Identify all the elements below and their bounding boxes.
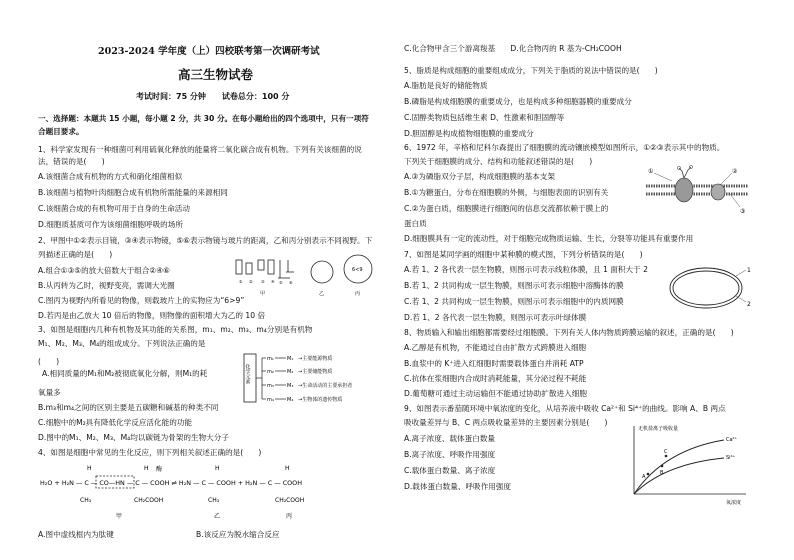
answer-option: C.载体蛋白数量、离子浓度 — [404, 466, 496, 475]
monomer-label: m₃ — [267, 383, 274, 389]
point-a — [647, 473, 650, 476]
function-label: →主要能源物质 — [298, 356, 333, 362]
answer-option: D.若 1、2 各代表一层生物膜，则图示可表示叶绿体膜 — [404, 313, 587, 322]
side-chain-label: CH₂COOH — [275, 497, 305, 504]
microscope-label: ③ — [261, 279, 265, 284]
reaction-figure — [38, 458, 390, 526]
section-intro-cont: 合题目要求。 — [38, 127, 84, 136]
question-line: 4、如图是细胞中常见的生化反应，则下列相关叙述正确的是( ) — [38, 448, 262, 457]
monomer-label: m₂ — [267, 369, 274, 375]
answer-option: A.乙醇是有机物，不能通过自由扩散方式跨膜进入细胞 — [404, 343, 587, 352]
answer-option: C.该细菌合成的有机物可用于自身的生命活动 — [38, 204, 190, 213]
function-label: →生物体的遗传物质 — [298, 397, 343, 403]
answer-option: B.①为糖蛋白，分布在细胞膜的外侧，与细胞表面的识别有关 — [404, 188, 609, 197]
membrane-label: ③ — [740, 208, 746, 215]
membrane-layer-label: 2 — [747, 301, 751, 308]
element-box-text: 化学元素 — [244, 364, 251, 384]
answer-option: D.载体蛋白数量、呼吸作用强度 — [404, 482, 511, 491]
answer-option-cont: 蛋白质 — [404, 219, 427, 228]
question-line: ( ) — [38, 357, 60, 366]
side-chain-label: CH₃ — [208, 497, 220, 504]
membrane-label: ② — [732, 168, 738, 175]
answer-option: D.图中的M₁、M₂、M₃、M₄均以碳链为骨架的生物大分子 — [38, 433, 229, 442]
answer-option-cont: 氧量多 — [38, 388, 61, 397]
question-line: 1、科学家发现有一种细菌可利用硫氧化释放的能量将二氧化碳合成有机物。下列有关该细菌的说 — [38, 145, 362, 154]
double-membrane-figure — [666, 262, 756, 312]
monomer-label: m₄ — [267, 397, 274, 403]
microscope-label: ① — [239, 279, 243, 284]
figure-caption: 乙 — [319, 291, 325, 297]
question-line: 列描述正确的是( ) — [38, 250, 113, 259]
answer-option: A.③为磷脂双分子层，构成细胞膜的基本支架 — [404, 172, 555, 181]
question-line: 6、1972 年，辛格和尼科尔森提出了细胞膜的流动镶嵌模型如图所示，①②③表示其中的物质。 — [404, 143, 725, 152]
answer-option: B.磷脂是构成细胞膜的重要成分，也是构成多种细胞器膜的重要成分 — [404, 97, 632, 106]
answer-option: A.脂肪是良好的储能物质 — [404, 81, 488, 90]
answer-option: A.该细菌合成有机物的方式和硝化细菌相似 — [38, 172, 183, 181]
question-line: 2、甲图中①②表示目镜，③④表示物镜，⑤⑥表示物镜与玻片的距离，乙和丙分别表示不同视野。下 — [38, 236, 373, 245]
macromolecule-label: M₃ — [287, 383, 294, 389]
organics-diagram — [242, 350, 392, 406]
x-axis-label: 氧浓度 — [726, 500, 742, 506]
function-label: →生命活动的主要承担者 — [298, 383, 353, 389]
answer-option: A.离子浓度、载体蛋白数量 — [404, 434, 496, 443]
atom-label: H — [144, 465, 149, 472]
answer-option: B.m₃和m₄之间的区别主要是五碳糖和碱基的种类不同 — [38, 403, 219, 412]
reaction-equation: H₂O + H₂N — C — CO—HN — C — COOH ⇌ H₂N — C — COOH + H₂N — C — COOH — [40, 479, 303, 487]
atom-label: H — [87, 465, 92, 472]
side-chain-label: CH₃ — [80, 497, 92, 504]
question-line: 下列关于细胞膜的成分、结构和功能叙述错误的是( ) — [404, 157, 593, 166]
answer-option: B.该细菌与植物叶肉细胞合成有机物所需能量的来源相同 — [38, 188, 228, 197]
microscope-label: ② — [249, 279, 253, 284]
figure-caption: 丙 — [286, 513, 293, 520]
y-axis-label: 无机盐离子吸收量 — [638, 426, 679, 432]
answer-option: C.②为蛋白质，细胞膜进行细胞间的信息交流都依赖于膜上的 — [404, 204, 609, 213]
answer-option: D.胆固醇是构成植物细胞膜的重要成分 — [404, 129, 534, 138]
question-line: 法，错误的是( ) — [38, 157, 105, 166]
figure-caption: 丙 — [355, 291, 361, 297]
figure-caption: 乙 — [214, 513, 221, 520]
answer-option: B.从丙转为乙时，视野变亮，需调大光圈 — [38, 281, 175, 290]
section-intro: 一、选择题：本题共 15 小题，每小题 2 分，共 30 分。在每小题给出的四个选项中，只有一项符 — [38, 114, 369, 123]
answer-option: D.若丙是由乙放大 10 倍后的物像，则物像的面积增大为乙的 10 倍 — [38, 311, 266, 320]
uptake-chart — [614, 420, 754, 510]
answer-option: A.若 1、2 各代表一层生物膜，则图示可表示线粒体膜，且 1 面积大于 2 — [404, 265, 648, 274]
answer-option: D.细胞质基质可作为该细菌细胞呼吸的场所 — [38, 220, 183, 229]
macromolecule-label: M₄ — [287, 397, 294, 403]
microscope-label: ⑥ — [289, 280, 293, 285]
exam-meta: 考试时间：75 分钟 试卷总分：100 分 — [136, 92, 290, 101]
point-b — [661, 465, 664, 468]
answer-option: A.组合①③⑤的放大倍数大于组合②④⑥ — [38, 266, 170, 275]
point-label: A — [642, 474, 646, 480]
question-line: 5、脂质是构成细胞的重要组成成分，下列关于脂质的说法中错误的是( ) — [404, 66, 658, 75]
question-line: 3、如图是细胞内几种有机物及其功能的关系图，m₁、m₂、m₃、m₄分别是有机物 — [38, 325, 313, 334]
question-line: 吸收量差异与 B、C 两点吸收量差异的主要因素分别是( ) — [404, 418, 608, 427]
answer-option: D.细胞膜具有一定的流动性，对于细胞完成物质运输、生长，分裂等功能具有重要作用 — [404, 234, 694, 243]
macromolecule-label: M₂ — [287, 369, 294, 375]
atom-label: H — [285, 465, 290, 472]
answer-option: C.化合物甲含三个游离羧基 D.化合物丙的 R 基为-CH₂COOH — [404, 44, 622, 53]
answer-option: B.离子浓度、呼吸作用强度 — [404, 450, 496, 459]
answer-option: B.该反应为脱水缩合反应 — [196, 530, 280, 539]
microscope-figure — [234, 254, 380, 298]
series-label: Si⁴⁺ — [726, 455, 736, 461]
enzyme-label: 酶 — [156, 466, 163, 473]
point-c — [665, 455, 668, 458]
macromolecule-label: M₁ — [287, 356, 294, 362]
si-curve — [634, 458, 724, 494]
question-line: M₁、M₂、M₃、M₄的组成成分。下列说法正确的是 — [38, 339, 206, 348]
point-label: B — [660, 470, 664, 476]
membrane-layer-label: 1 — [747, 267, 751, 274]
answer-option: A.图中虚线框内为肽键 — [38, 530, 114, 539]
specimen-text: 6<9 — [352, 267, 363, 273]
answer-option: D.葡萄糖可通过主动运输但不能通过协助扩散进入细胞 — [404, 389, 587, 398]
answer-option: A.相同质量的M₁和M₂被彻底氧化分解，则M₁的耗 — [42, 369, 208, 378]
answer-option: B.血浆中的 K⁺进入红细胞时需要载体蛋白并消耗 ATP — [404, 359, 584, 368]
series-label: Ca²⁺ — [726, 437, 738, 443]
microscope-label: ⑤ — [279, 280, 283, 285]
subject-title: 高三生物试卷 — [178, 67, 254, 82]
figure-caption: 甲 — [116, 513, 123, 520]
answer-option: C.图丙为视野内所看见的物像，则载玻片上的实物应为“6>9” — [38, 296, 245, 305]
membrane-label: ① — [648, 168, 654, 175]
question-line: 9、如图表示番茄随环境中氧浓度的变化，从培养液中吸收 Ca²⁺和 Si⁴⁺的曲线。影响 A、B 两点 — [404, 404, 726, 413]
question-line: 7、如图是某同学画的细胞中某种膜的模式图，下列分析错误的是( ) — [404, 250, 643, 259]
membrane-figure — [644, 163, 752, 215]
atom-label: H — [215, 465, 220, 472]
answer-option: B.若 1、2 共同构成一层生物膜，则图示可表示细胞中溶酶体的膜 — [404, 281, 624, 290]
answer-option: C.抗体在浆细胞内合成时消耗能量，其分泌过程不耗能 — [404, 374, 587, 383]
question-line: 8、物质输入和输出细胞都需要经过细胞膜。下列有关人体内物质跨膜运输的叙述，正确的是( ) — [404, 328, 734, 337]
answer-option: C.固醇类物质包括维生素 D、性激素和胆固醇等 — [404, 113, 565, 122]
microscope-label: ④ — [271, 279, 275, 284]
function-label: →主要储能物质 — [298, 369, 333, 375]
side-chain-label: CH₂COOH — [134, 497, 164, 504]
monomer-label: m₁ — [267, 356, 274, 362]
figure-caption: 甲 — [260, 291, 266, 297]
answer-option: C.细胞中的M₂具有降低化学反应活化能的功能 — [38, 418, 192, 427]
answer-option: C.若 1、2 共同构成一层生物膜，则图示可表示细胞中的内质网膜 — [404, 297, 624, 306]
point-label: C — [664, 449, 668, 455]
exam-title: 2023-2024 学年度（上）四校联考第一次调研考试 — [98, 46, 320, 57]
